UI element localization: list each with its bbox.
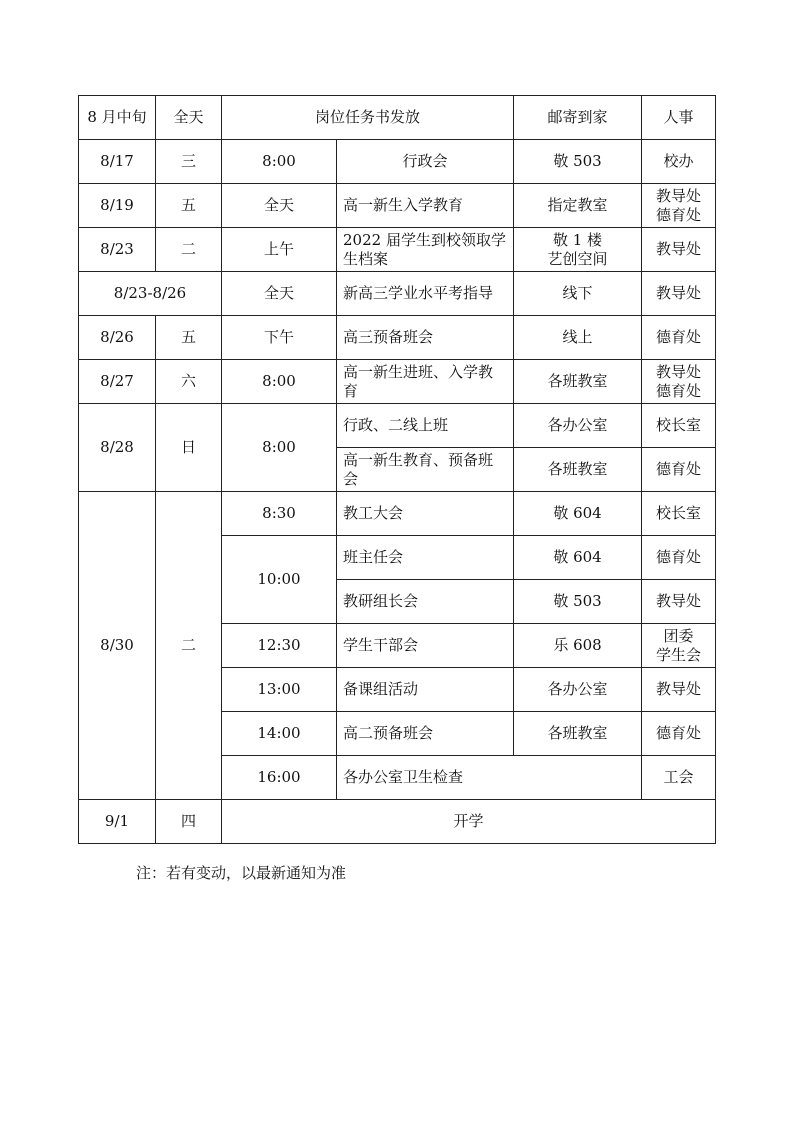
- place-cell: 各办公室: [514, 668, 642, 712]
- table-row: [79, 316, 716, 360]
- place-cell: 敬 604: [514, 492, 642, 536]
- event-line: 高一新生教育、预备班: [343, 450, 494, 469]
- weekday-cell: 五: [156, 316, 222, 360]
- time-cell: 下午: [222, 316, 337, 360]
- weekday-cell: 日: [156, 404, 222, 492]
- weekday-cell: 四: [156, 800, 222, 844]
- place-cell: 指定教室: [514, 184, 642, 228]
- time-cell: 全天: [222, 184, 337, 228]
- table-row: [79, 800, 716, 844]
- place-cell: 各班教室: [514, 448, 642, 492]
- place-cell: 敬 604: [514, 536, 642, 580]
- time-cell: 8:00: [222, 360, 337, 404]
- dept-line: 团委: [663, 626, 694, 645]
- time-cell: 13:00: [222, 668, 337, 712]
- table-row: [79, 404, 716, 448]
- time-cell: 10:00: [222, 536, 337, 624]
- time-cell: 8:00: [222, 140, 337, 184]
- dept-cell: 教导处: [642, 580, 716, 624]
- schedule-table: [78, 95, 716, 844]
- dept-cell: 校办: [642, 140, 716, 184]
- time-cell: 14:00: [222, 712, 337, 756]
- dept-cell: 校长室: [642, 492, 716, 536]
- event-cell: 岗位任务书发放: [222, 96, 514, 140]
- place-cell: 敬 503: [514, 140, 642, 184]
- table-row: [79, 492, 716, 536]
- footnote: 注：若有变动，以最新通知为准: [136, 864, 347, 882]
- dept-line: 德育处: [656, 205, 702, 224]
- event-line: 生档案: [343, 249, 389, 268]
- date-cell: 8/26: [79, 316, 156, 360]
- event-cell: [337, 360, 514, 404]
- date-cell: 8/30: [79, 492, 156, 800]
- time-cell: 全天: [222, 272, 337, 316]
- time-cell: 上午: [222, 228, 337, 272]
- dept-line: 教导处: [656, 186, 702, 205]
- time-cell: 8:30: [222, 492, 337, 536]
- dept-cell: [642, 360, 716, 404]
- table-row: [79, 140, 716, 184]
- event-cell: 行政会: [337, 140, 514, 184]
- table-row: [79, 184, 716, 228]
- dept-cell: 德育处: [642, 712, 716, 756]
- weekday-cell: 六: [156, 360, 222, 404]
- event-line: 会: [343, 469, 359, 488]
- event-cell: 教研组长会: [337, 580, 514, 624]
- event-cell: 高一新生入学教育: [337, 184, 514, 228]
- time-cell: 16:00: [222, 756, 337, 800]
- dept-cell: 工会: [642, 756, 716, 800]
- dept-line: 教导处: [656, 362, 702, 381]
- event-cell: 学生干部会: [337, 624, 514, 668]
- dept-cell: 德育处: [642, 448, 716, 492]
- event-cell: 备课组活动: [337, 668, 514, 712]
- date-cell: 8/17: [79, 140, 156, 184]
- event-cell: 高三预备班会: [337, 316, 514, 360]
- weekday-cell: 二: [156, 492, 222, 800]
- dept-cell: [642, 184, 716, 228]
- dept-cell: 人事: [642, 96, 716, 140]
- dept-cell: 德育处: [642, 316, 716, 360]
- event-cell: 新高三学业水平考指导: [337, 272, 514, 316]
- event-cell: 各办公室卫生检查: [337, 756, 642, 800]
- event-cell: 教工大会: [337, 492, 514, 536]
- dept-cell: 教导处: [642, 272, 716, 316]
- event-line: 育: [343, 381, 359, 400]
- dept-cell: 校长室: [642, 404, 716, 448]
- place-cell: 各办公室: [514, 404, 642, 448]
- place-cell: 乐 608: [514, 624, 642, 668]
- date-cell: 8 月中旬: [79, 96, 156, 140]
- table-row: [79, 272, 716, 316]
- table-row: [79, 228, 716, 272]
- weekday-cell: 三: [156, 140, 222, 184]
- dept-line: 德育处: [656, 381, 702, 400]
- weekday-cell: 五: [156, 184, 222, 228]
- dept-cell: 教导处: [642, 228, 716, 272]
- place-cell: 线上: [514, 316, 642, 360]
- date-cell: 8/27: [79, 360, 156, 404]
- place-cell: 邮寄到家: [514, 96, 642, 140]
- event-line: 高一新生进班、入学教: [343, 362, 494, 381]
- date-cell: 9/1: [79, 800, 156, 844]
- date-cell: 8/23-8/26: [79, 272, 222, 316]
- table-row: [79, 360, 716, 404]
- place-cell: 线下: [514, 272, 642, 316]
- date-cell: 8/28: [79, 404, 156, 492]
- place-cell: 各班教室: [514, 712, 642, 756]
- dept-line: 学生会: [656, 645, 702, 664]
- place-line: 艺创空间: [547, 249, 608, 268]
- weekday-cell: 二: [156, 228, 222, 272]
- event-cell: [337, 448, 514, 492]
- event-cell: 开学: [222, 800, 716, 844]
- dept-cell: [642, 624, 716, 668]
- date-cell: 8/23: [79, 228, 156, 272]
- time-cell: 8:00: [222, 404, 337, 492]
- event-cell: 高二预备班会: [337, 712, 514, 756]
- time-cell: 全天: [156, 96, 222, 140]
- dept-cell: 德育处: [642, 536, 716, 580]
- table-row: [79, 96, 716, 140]
- place-cell: [514, 228, 642, 272]
- time-cell: 12:30: [222, 624, 337, 668]
- event-line: 2022 届学生到校领取学: [343, 230, 506, 249]
- place-cell: 敬 503: [514, 580, 642, 624]
- event-cell: 班主任会: [337, 536, 514, 580]
- event-cell: [337, 228, 514, 272]
- event-cell: 行政、二线上班: [337, 404, 514, 448]
- dept-cell: 教导处: [642, 668, 716, 712]
- date-cell: 8/19: [79, 184, 156, 228]
- place-cell: 各班教室: [514, 360, 642, 404]
- place-line: 敬 1 楼: [552, 230, 603, 249]
